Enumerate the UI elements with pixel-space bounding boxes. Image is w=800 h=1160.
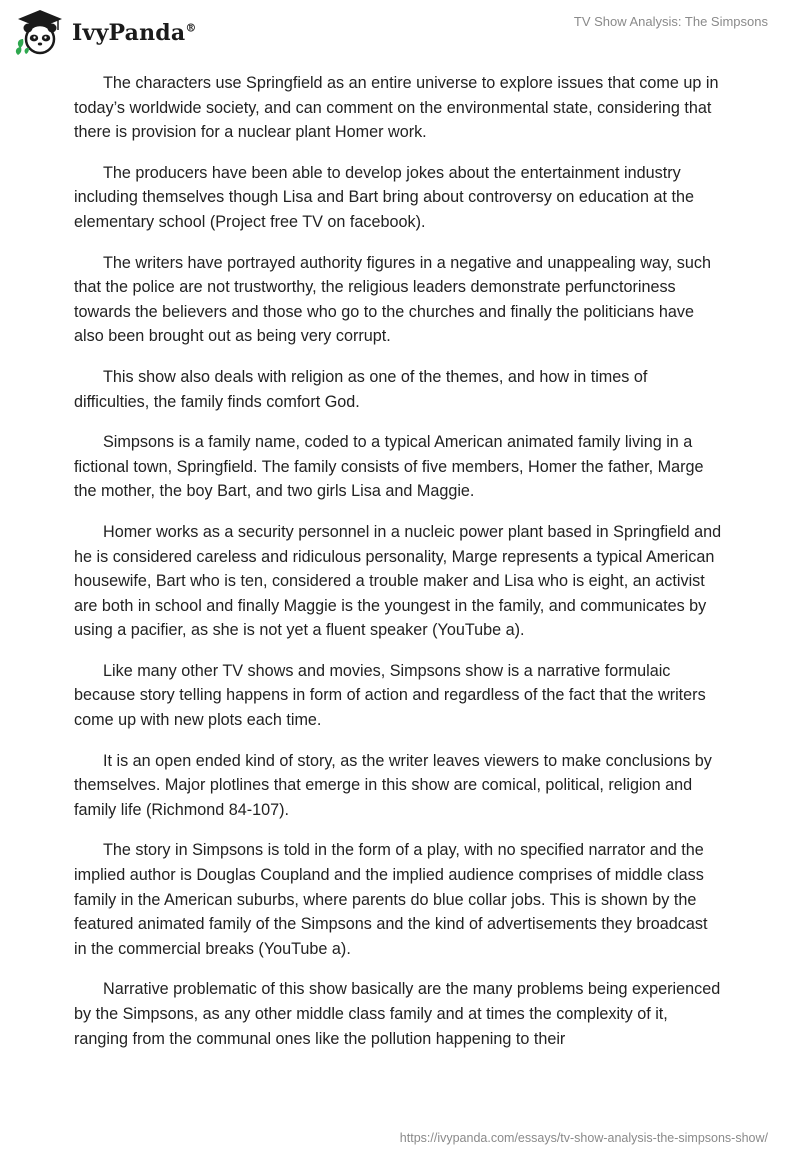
paragraph: The writers have portrayed authority figures in a negative and unappealing way, such that the police are not trustworthy, the religious leaders demonstrate perfunctoriness towards the believers and those who go to the churches and finally the politicians have also been brought out as being very corrupt. [74,253,711,346]
page-header [0,0,800,70]
paragraph: Like many other TV shows and movies, Simpsons show is a narrative formulaic because story telling happens in form of action and regardless of the fact that the writers come up with new plots each time. [74,661,706,730]
document-title: TV Show Analysis: The Simpsons [573,14,768,29]
paragraph: Narrative problematic of this show basically are the many problems being experienced by the Simpsons, as any other middle class family and at times the complexity of it, ranging from the communal ones like the pollution happening to their [74,980,721,1048]
source-url[interactable]: https://ivypanda.com/essays/tv-show-analysis-the-simpsons-show/ [399,1131,768,1145]
paragraph: It is an open ended kind of story, as the writer leaves viewers to make conclusions by themselves. Major plotlines that emerge in this show are comical, political, religion and family life (Richmond 84-107). [74,751,712,819]
essay-body [74,71,724,1067]
paragraph: The characters use Springfield as an entire universe to explore issues that come up in today’s worldwide society, and can comment on the environmental state, considering that there is provision for a nuclear plant Homer work. [74,74,719,142]
brand-name: IvyPanda® [72,20,197,46]
ivypanda-logo[interactable] [14,8,197,58]
paragraph: The producers have been able to develop jokes about the entertainment industry including themselves though Lisa and Bart bring about controversy on education at the elementary school (Project free TV on facebook). [74,163,695,231]
panda-graduate-icon [14,8,66,58]
paragraph: Simpsons is a family name, coded to a typical American animated family living in a fictional town, Springfield. The family consists of five members, Homer the father, Marge the mother, the boy Bart, and two girls Lisa and Maggie. [74,433,704,501]
paragraph: The story in Simpsons is told in the form of a play, with no specified narrator and the implied author is Douglas Coupland and the implied audience comprises of middle class family in the American suburbs, where parents do blue collar jobs. This is shown by the featured animated family of the Simpsons and the kind of advertisements they broadcast in the commercial breaks (YouTube a). [74,841,708,958]
paragraph: Homer works as a security personnel in a nucleic power plant based in Springfield and he is considered careless and ridiculous personality, Marge represents a typical American housewife, Bart who is ten, considered a trouble maker and Lisa who is eight, an activist are both in school and finally Maggie is the youngest in the family, and communicates by using a pacifier, as she is not yet a fluent speaker (YouTube a). [74,522,722,640]
paragraph: This show also deals with religion as one of the themes, and how in times of difficulties, the family finds comfort God. [74,367,648,411]
